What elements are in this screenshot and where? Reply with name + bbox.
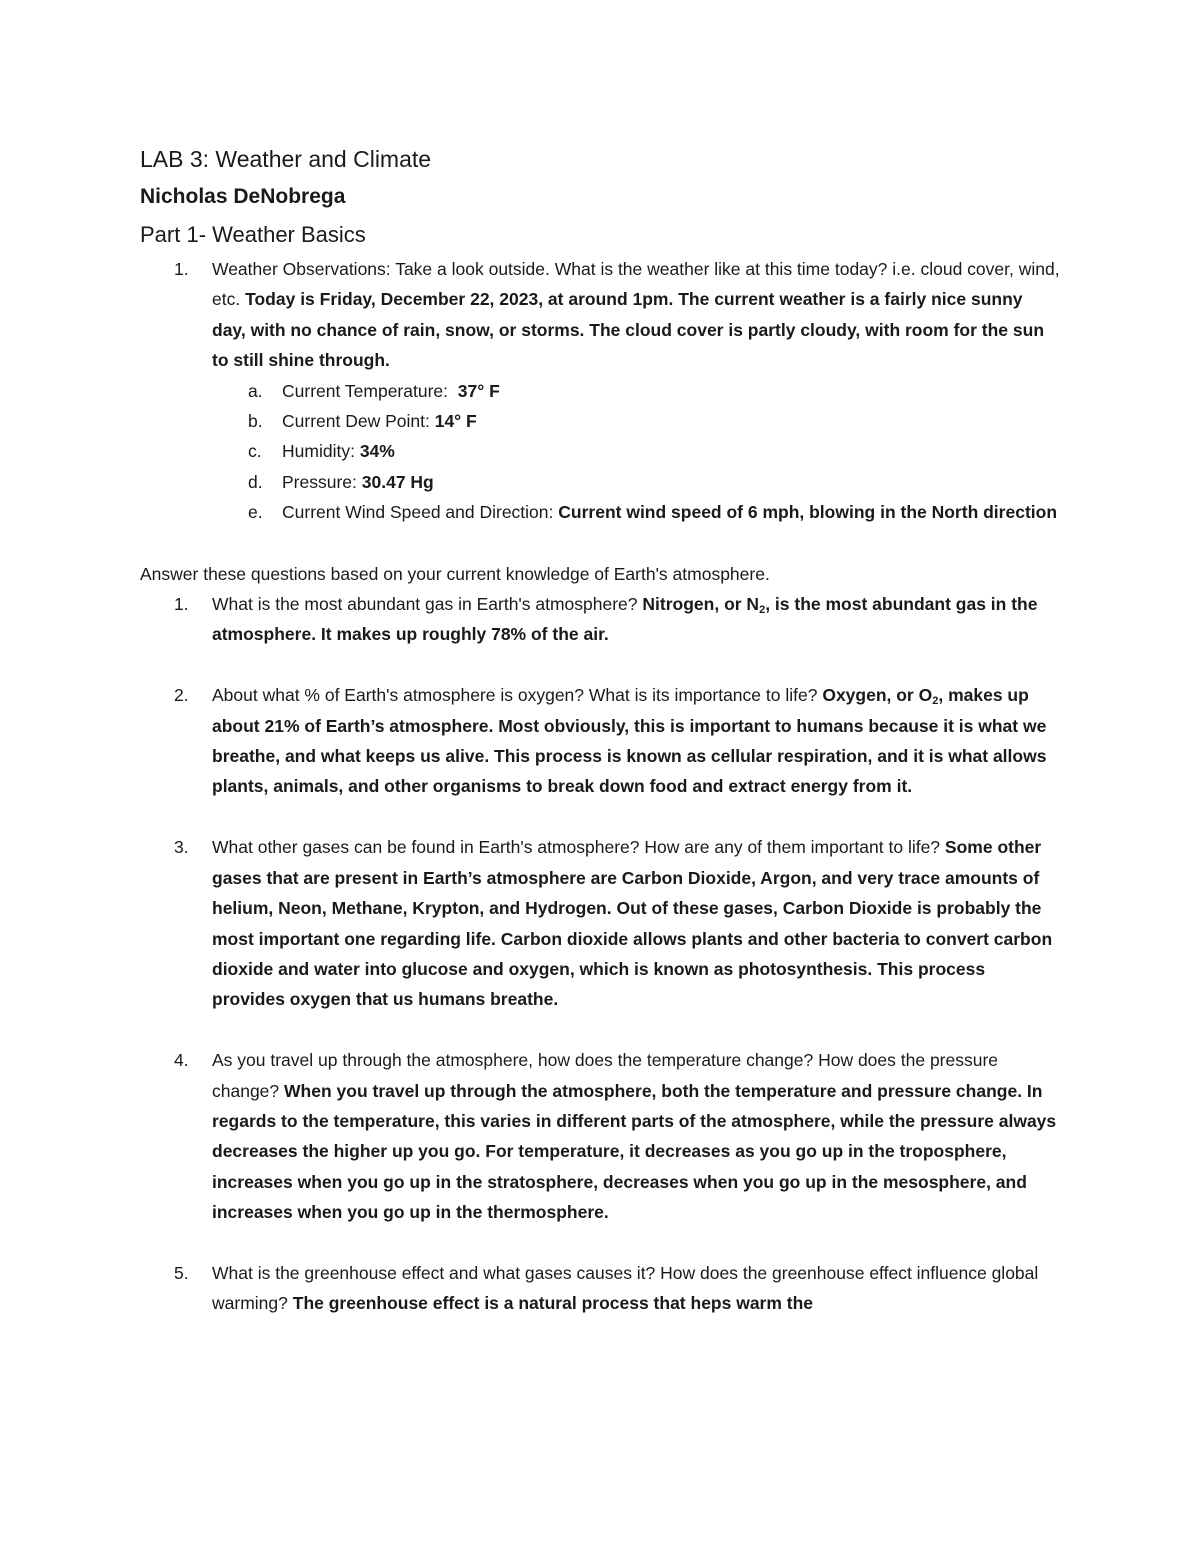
question-text: About what % of Earth's atmosphere is oxygen? What is its importance to life? [212,685,818,706]
question-item [140,254,1060,528]
weather-observations-list [140,254,1060,528]
observation-letter: e. [248,502,263,523]
observation-label: Current Temperature: [282,380,449,401]
observation-label: Current Dew Point: [282,411,430,432]
question-text: What other gases can be found in Earth's atmosphere? How are any of them important to life? [212,837,941,858]
observation-value: 37° F [457,380,500,401]
spacer [140,802,1060,832]
question-item [140,680,1060,802]
observation-value: Current wind speed of 6 mph, blowing in the North direction [558,502,1058,523]
part-heading: Part 1- Weather Basics [140,222,366,247]
answer-part: Nitrogen, or N [642,594,760,615]
question-item [140,1258,1060,1319]
answer-part: Oxygen, or O [822,685,933,706]
question-text: What is the most abundant gas in Earth's atmosphere? [212,594,638,615]
spacer [140,1228,1060,1258]
observation-label: Current Wind Speed and Direction: [282,502,554,523]
question-number: 5. [174,1262,189,1283]
observation-item [212,467,1060,497]
answer-text: Today is Friday, December 22, 2023, at around 1pm. The current weather is a fairly nice sunny day, with no chance of rain, snow, or storms. The cloud cover is partly cloudy, with room for the sun to still shine through. [212,289,1045,371]
question-item [140,832,1060,1014]
document-content [140,140,1060,1319]
question-number: 1. [174,259,189,279]
observation-value: 30.47 Hg [361,471,434,492]
observation-letter: a. [248,380,263,401]
spacer [140,650,1060,680]
question-number: 2. [174,685,189,706]
observation-value: 34% [359,441,395,462]
observation-item [212,406,1060,436]
answer-text: The greenhouse effect is a natural process that heps warm the [292,1293,814,1314]
question-item [140,589,1060,650]
answer-text: When you travel up through the atmosphere, both the temperature and pressure change. In regards to the temperature, this varies in different parts of the atmosphere, while the pressure always decreases the higher up you go. For temperature, it decreases as you go up in the troposphere, increases when you go up in the stratosphere, decreases when you go up in the mesosphere, and increases when you go up in the thermosphere. [212,1080,1057,1223]
observation-item [212,376,1060,406]
observation-item [212,497,1060,527]
observation-value: 14° F [434,411,477,432]
observation-label: Humidity: [282,441,355,462]
answer-text: Some other gases that are present in Earth’s atmosphere are Carbon Dioxide, Argon, and very trace amounts of helium, Neon, Methane, Krypton, and Hydrogen. Out of these gases, Carbon Dioxide is probably the most important one regarding life. Carbon dioxide allows plants and other bacteria to convert carbon dioxide and water into glucose and oxygen, which is known as photosynthesis. This process provides oxygen that us humans breathe. [212,837,1053,1010]
question-number: 3. [174,837,189,858]
question-number: 4. [174,1050,189,1071]
atmosphere-questions-list [140,589,1060,1319]
question-text: As you travel up through the atmosphere, how does the temperature change? How does the pressure change? [212,1050,999,1101]
answer-part: , is the most abundant gas in the atmosphere. It makes up roughly 78% of the air. [212,594,1038,645]
question-text: What is the greenhouse effect and what gases causes it? How does the greenhouse effect influence global warming? [212,1262,1039,1314]
subscript: 2 [932,695,939,708]
author-name: Nicholas DeNobrega [140,185,346,208]
spacer [140,1015,1060,1045]
question-text: Weather Observations: Take a look outside. What is the weather like at this time today? i.e. cloud cover, wind, etc. [212,259,1060,310]
section-intro: Answer these questions based on your current knowledge of Earth's atmosphere. [140,563,770,584]
subscript: 2 [759,604,766,617]
question-item [140,1045,1060,1227]
observation-letter: b. [248,411,263,432]
question-number: 1. [174,594,189,615]
answer-part: , makes up about 21% of Earth’s atmosphere. Most obviously, this is important to humans because it is what we breathe, and what keeps us alive. This process is known as cellular respiration, and it is what allows plants, animals, and other organisms to break down food and extract energy from it. [212,685,1047,797]
observation-letter: d. [248,471,263,492]
observation-sublist [212,376,1060,528]
observation-label: Pressure: [282,471,357,492]
observation-item [212,436,1060,466]
observation-letter: c. [248,441,262,462]
lab-title: LAB 3: Weather and Climate [140,146,432,172]
